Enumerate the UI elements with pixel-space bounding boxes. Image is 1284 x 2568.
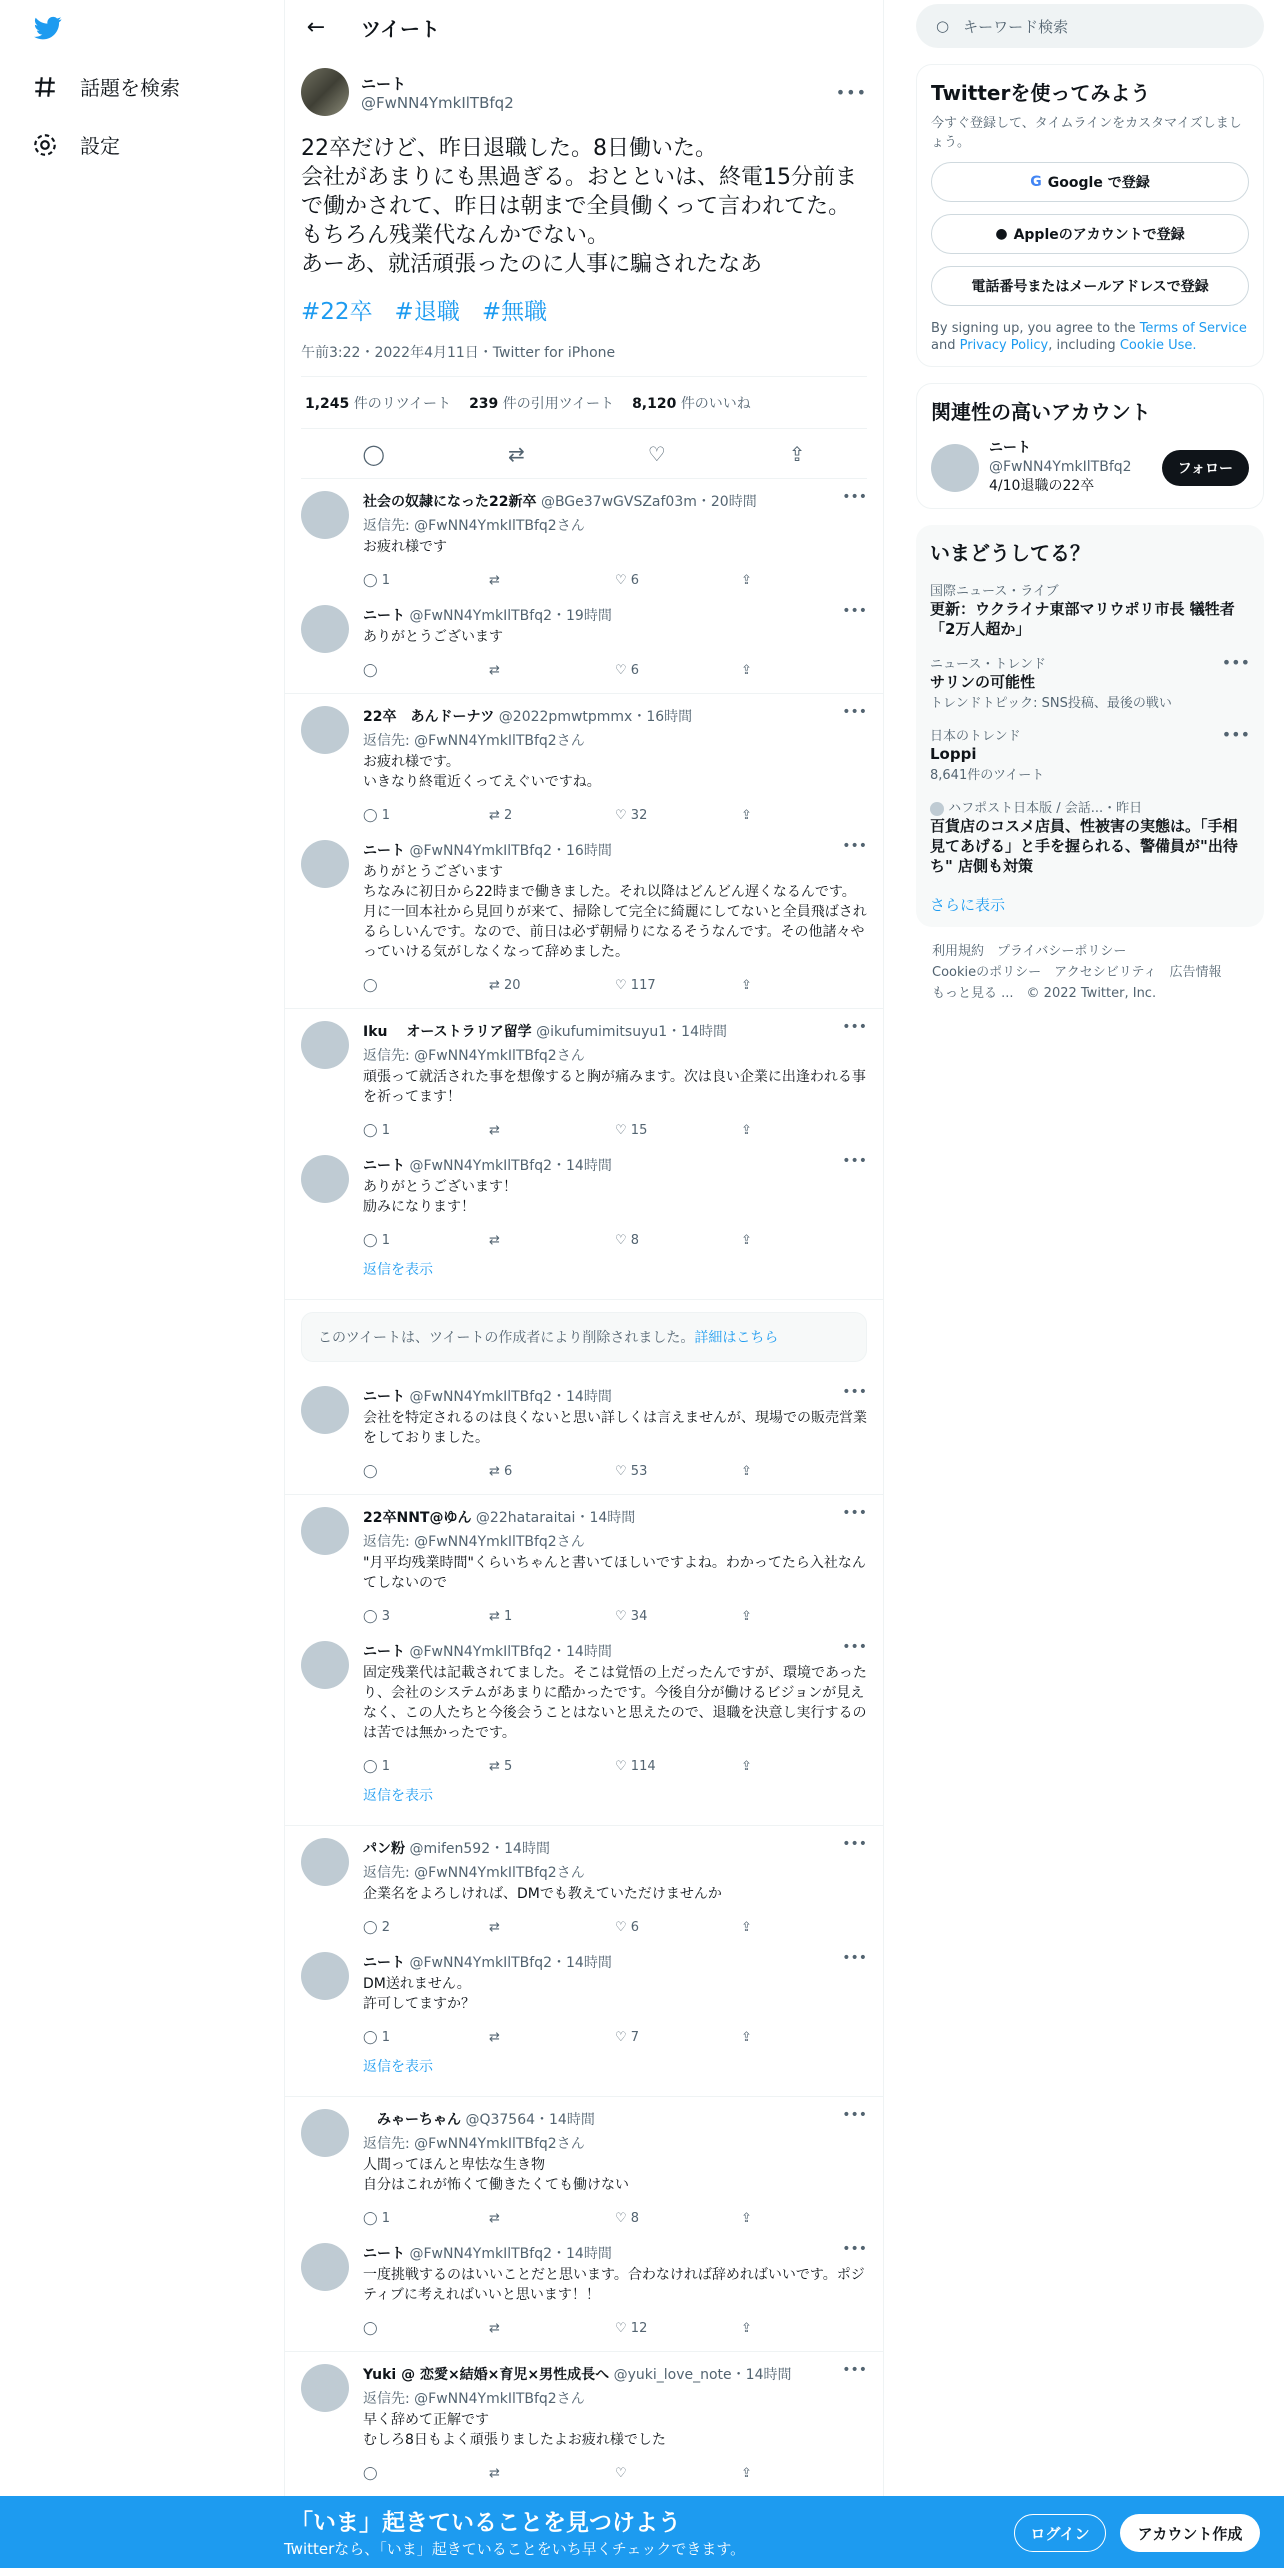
avatar[interactable] bbox=[301, 706, 349, 754]
tweet-stats bbox=[301, 377, 867, 429]
reply-tweet[interactable] bbox=[285, 479, 883, 593]
share-icon[interactable]: ⇪ bbox=[741, 1122, 752, 1138]
more-icon[interactable]: ••• bbox=[842, 1505, 867, 1521]
tweet-header bbox=[285, 0, 883, 54]
reply-actions bbox=[363, 1753, 867, 1779]
related-title: 関連性の高いアカウント bbox=[931, 400, 1151, 424]
share-icon[interactable]: ⇪ bbox=[741, 2210, 752, 2226]
related-name[interactable]: ニート bbox=[989, 440, 1031, 456]
reply-author-name[interactable]: ニート bbox=[363, 2246, 405, 2262]
like-icon[interactable]: ♡ 15 bbox=[615, 1122, 648, 1138]
more-icon[interactable]: ••• bbox=[842, 489, 867, 505]
retweet-icon[interactable]: ⇄ bbox=[489, 2320, 500, 2336]
reply-tweet[interactable] bbox=[285, 2231, 883, 2341]
reply-time[interactable]: ・14時間 bbox=[552, 2246, 612, 2262]
reply-tweet[interactable] bbox=[285, 828, 883, 998]
reply-thread bbox=[285, 2352, 883, 2497]
reply-actions bbox=[363, 2024, 867, 2050]
reply-time[interactable]: ・19時間 bbox=[552, 608, 612, 624]
reply-tweet[interactable] bbox=[285, 593, 883, 683]
reply-author-handle[interactable]: @FwNN4YmkIlTBfq2 bbox=[409, 608, 553, 624]
avatar[interactable] bbox=[931, 444, 979, 492]
reply-actions bbox=[363, 1117, 867, 1143]
reply-author-handle[interactable]: @FwNN4YmkIlTBfq2 bbox=[409, 843, 553, 859]
share-icon[interactable]: ⇪ bbox=[741, 1608, 752, 1624]
reply-author-name[interactable]: ニート bbox=[363, 1389, 405, 1405]
signup-sub: 今すぐ登録して、タイムラインをカスタマイズしましょう。 bbox=[931, 116, 1242, 150]
retweet-icon[interactable]: ⇄ bbox=[489, 1232, 500, 1248]
avatar[interactable] bbox=[301, 1155, 349, 1203]
like-count[interactable]: 8,120 件のいいね bbox=[632, 395, 751, 412]
reply-icon[interactable]: ◯ 1 bbox=[363, 1122, 390, 1138]
retweet-icon[interactable]: ⇄ 6 bbox=[489, 1463, 513, 1479]
gear-icon bbox=[32, 132, 58, 158]
nav-settings-label: 設定 bbox=[80, 134, 120, 158]
more-icon[interactable]: ••• bbox=[842, 1153, 867, 1169]
footer-link[interactable]: もっと見る ... bbox=[932, 986, 1014, 1001]
reply-to: 返信先: @FwNN4YmkIlTBfq2さん bbox=[363, 1534, 585, 1550]
retweet-icon[interactable]: ⇄ bbox=[489, 1919, 500, 1935]
page-title: ツイート bbox=[361, 16, 440, 41]
deleted-notice: このツイートは、ツイートの作成者により削除されました。詳細はこちら bbox=[301, 1312, 867, 1362]
more-icon[interactable]: ••• bbox=[842, 603, 867, 619]
tweet-column bbox=[284, 0, 884, 2568]
reply-text: お疲れ様です。 いきなり終電近くってえぐいですね。 bbox=[363, 754, 601, 790]
share-icon[interactable]: ⇪ bbox=[741, 977, 752, 993]
reply-thread bbox=[285, 1009, 883, 1300]
reply-author-handle[interactable]: @FwNN4YmkIlTBfq2 bbox=[409, 1389, 553, 1405]
reply-tweet[interactable] bbox=[285, 1495, 883, 1629]
like-icon[interactable]: ♡ 114 bbox=[615, 1758, 656, 1774]
avatar[interactable] bbox=[301, 1021, 349, 1069]
more-icon[interactable]: ••• bbox=[842, 1019, 867, 1035]
reply-icon[interactable]: ◯ bbox=[363, 977, 378, 993]
share-icon[interactable]: ⇪ bbox=[741, 1919, 752, 1935]
apple-signup-button[interactable]: ● Appleのアカウントで登録 bbox=[931, 214, 1249, 254]
reply-time[interactable]: ・14時間 bbox=[490, 1841, 550, 1857]
more-icon[interactable]: ••• bbox=[842, 2107, 867, 2123]
show-replies-link[interactable]: 返信を表示 bbox=[363, 2059, 433, 2075]
reply-actions bbox=[363, 2460, 867, 2486]
share-icon[interactable]: ⇪ bbox=[741, 1232, 752, 1248]
follow-button[interactable]: フォロー bbox=[1162, 450, 1249, 486]
main-tweet bbox=[285, 64, 883, 479]
login-button[interactable]: ログイン bbox=[1014, 2514, 1106, 2552]
reply-time[interactable]: ・14時間 bbox=[552, 1158, 612, 1174]
details-link[interactable]: 詳細はこちら bbox=[694, 1330, 779, 1346]
banner-headline: 「いま」起きていることを見つけよう bbox=[290, 2510, 681, 2536]
footer-link[interactable]: プライバシーポリシー bbox=[997, 944, 1127, 959]
reply-time[interactable]: ・16時間 bbox=[632, 709, 693, 725]
reply-icon[interactable]: ◯ bbox=[363, 2465, 378, 2481]
reply-text: 人間ってほんと卑怯な生き物 自分はこれが怖くて働きたくても働けない bbox=[363, 2157, 629, 2193]
more-icon[interactable]: ••• bbox=[842, 2362, 867, 2378]
privacy-link[interactable]: Privacy Policy bbox=[959, 338, 1049, 353]
like-icon[interactable]: ♡ 53 bbox=[615, 1463, 648, 1479]
reply-thread bbox=[285, 1495, 883, 1826]
like-icon[interactable]: ♡ 12 bbox=[615, 2320, 648, 2336]
reply-text: ありがとうございます bbox=[363, 629, 503, 645]
reply-icon[interactable]: ◯ bbox=[362, 441, 385, 466]
avatar[interactable] bbox=[301, 491, 349, 539]
cookie-link[interactable]: Cookie Use. bbox=[1119, 338, 1197, 353]
more-icon[interactable]: ••• bbox=[842, 2241, 867, 2257]
avatar[interactable] bbox=[301, 2109, 349, 2157]
twitter-logo-icon[interactable] bbox=[32, 14, 64, 42]
like-icon[interactable]: ♡ 34 bbox=[615, 1608, 648, 1624]
reply-tweet[interactable] bbox=[285, 1940, 883, 2050]
reply-time[interactable]: ・14時間 bbox=[552, 1644, 612, 1660]
avatar[interactable] bbox=[301, 1507, 349, 1555]
nav-settings[interactable] bbox=[32, 130, 120, 159]
search-icon: ○ bbox=[936, 17, 950, 35]
back-arrow-icon[interactable]: ← bbox=[306, 14, 326, 40]
reply-tweet[interactable] bbox=[285, 1629, 883, 1779]
share-icon[interactable]: ⇪ bbox=[741, 572, 752, 588]
share-icon[interactable]: ⇪ bbox=[741, 2320, 752, 2336]
reply-list bbox=[285, 479, 883, 2497]
retweet-icon[interactable]: ⇄ 1 bbox=[489, 1608, 513, 1624]
reply-text: 会社を特定されるのは良くないと思い詳しくは言えませんが、現場での販売営業をしておりました。 bbox=[363, 1410, 867, 1446]
reply-time[interactable]: ・14時間 bbox=[575, 1510, 636, 1526]
nav-explore-label: 話題を検索 bbox=[80, 76, 180, 100]
reply-tweet[interactable] bbox=[285, 1826, 883, 1940]
show-replies-link[interactable]: 返信を表示 bbox=[363, 1788, 433, 1804]
left-nav bbox=[0, 0, 284, 2568]
reply-actions bbox=[363, 2315, 867, 2341]
share-icon[interactable]: ⇪ bbox=[741, 2465, 752, 2481]
avatar[interactable] bbox=[301, 605, 349, 653]
like-icon[interactable]: ♡ 6 bbox=[615, 572, 640, 588]
avatar[interactable] bbox=[301, 1641, 349, 1689]
avatar[interactable] bbox=[301, 68, 349, 116]
terms-text: By signing up, you agree to the Terms of Service and Privacy Policy, including Cookie Use. bbox=[931, 321, 1247, 353]
footer-link[interactable]: 利用規約 bbox=[932, 944, 985, 959]
reply-text: お疲れ様です bbox=[363, 539, 447, 555]
reply-author-handle[interactable]: @mifen592 bbox=[409, 1841, 491, 1857]
more-icon[interactable]: ••• bbox=[842, 838, 867, 854]
reply-author-handle[interactable]: @2022pmwtpmmx bbox=[498, 709, 633, 725]
reply-tweet[interactable] bbox=[285, 2097, 883, 2231]
reply-icon[interactable]: ◯ bbox=[363, 662, 378, 678]
terms-link[interactable]: Terms of Service bbox=[1139, 321, 1247, 336]
reply-thread bbox=[285, 1826, 883, 2097]
tweet-actions bbox=[301, 429, 867, 479]
retweet-count[interactable]: 1,245 件のリツイート bbox=[305, 395, 452, 412]
signup-button[interactable]: アカウント作成 bbox=[1120, 2514, 1260, 2552]
search-placeholder: キーワード検索 bbox=[963, 17, 1069, 36]
hashtag-icon bbox=[32, 74, 58, 100]
apple-icon: ● bbox=[995, 226, 1008, 242]
trend-item[interactable]: 国際ニュース・ライブ 更新：ウクライナ東部マリウポリ市長 犠牲者「2万人超か」 bbox=[930, 584, 1235, 638]
retweet-icon[interactable]: ⇄ bbox=[489, 2465, 500, 2481]
like-icon[interactable]: ♡ bbox=[647, 441, 666, 466]
reply-icon[interactable]: ◯ 1 bbox=[363, 1758, 390, 1774]
phone-signup-button[interactable]: 電話番号またはメールアドレスで登録 bbox=[931, 266, 1249, 306]
footer-link[interactable]: アクセシビリティ bbox=[1054, 965, 1157, 980]
like-icon[interactable]: ♡ bbox=[615, 2465, 627, 2481]
share-icon[interactable]: ⇪ bbox=[741, 662, 752, 678]
reply-to: 返信先: @FwNN4YmkIlTBfq2さん bbox=[363, 1048, 585, 1064]
share-icon[interactable]: ⇪ bbox=[788, 441, 806, 466]
reply-author-name[interactable]: 22卒 あんドーナツ bbox=[363, 709, 495, 725]
reply-time[interactable]: ・20時間 bbox=[696, 494, 757, 510]
reply-text: DM送れません。 許可してますか？ bbox=[363, 1976, 475, 2012]
more-icon[interactable]: ••• bbox=[842, 1384, 867, 1400]
like-icon[interactable]: ♡ 8 bbox=[615, 2210, 640, 2226]
reply-text: 固定残業代は記載されてました。そこは覚悟の上だったんですが、環境であったり、会社のシステムがあまりに酷かったです。今後自分が働けるビジョンが見えなく、この人たちと今後会うことはないと思えたので、退職を決意し実行するのは苦では無かったです。 bbox=[363, 1665, 867, 1741]
show-replies-link[interactable]: 返信を表示 bbox=[363, 1262, 433, 1278]
reply-time[interactable]: ・16時間 bbox=[552, 843, 612, 859]
reply-actions bbox=[363, 2205, 867, 2231]
reply-author-name[interactable]: 社会の奴隷になった22新卒 bbox=[363, 494, 537, 510]
like-icon[interactable]: ♡ 117 bbox=[615, 977, 656, 993]
like-icon[interactable]: ♡ 7 bbox=[615, 2029, 640, 2045]
share-icon[interactable]: ⇪ bbox=[741, 1463, 752, 1479]
reply-author-name[interactable]: ニート bbox=[363, 1158, 405, 1174]
retweet-icon[interactable]: ⇄ bbox=[489, 1122, 500, 1138]
reply-author-handle[interactable]: @FwNN4YmkIlTBfq2 bbox=[409, 1158, 553, 1174]
retweet-icon[interactable]: ⇄ bbox=[489, 2029, 500, 2045]
reply-tweet[interactable] bbox=[285, 1143, 883, 1253]
tweet-text: 22卒だけど、昨日退職した。8日働いた。 会社があまりにも黒過ぎる。おとといは、終電15分前まで働かされて、昨日は朝まで全員働くって言われてた。 もちろん残業代なんかでない。 あーあ、就活頑張ったのに人事に騙されたなあ bbox=[301, 136, 857, 277]
reply-tweet[interactable] bbox=[285, 2352, 883, 2486]
reply-author-name[interactable]: ニート bbox=[363, 1644, 405, 1660]
reply-tweet[interactable] bbox=[285, 1374, 883, 1484]
trends-title: いまどうしてる？ bbox=[930, 541, 1090, 565]
more-icon[interactable]: ••• bbox=[842, 1639, 867, 1655]
share-icon[interactable]: ⇪ bbox=[741, 2029, 752, 2045]
more-icon[interactable]: ••• bbox=[1221, 653, 1250, 672]
reply-to: 返信先: @FwNN4YmkIlTBfq2さん bbox=[363, 2136, 585, 2152]
publisher-avatar bbox=[930, 802, 944, 816]
reply-to: 返信先: @FwNN4YmkIlTBfq2さん bbox=[363, 518, 585, 534]
search-input[interactable] bbox=[916, 4, 1264, 48]
reply-icon[interactable]: ◯ bbox=[363, 1463, 378, 1479]
reply-actions bbox=[363, 802, 867, 828]
author-name[interactable]: ニート bbox=[361, 74, 407, 93]
reply-text: ありがとうございます！ 励みになります！ bbox=[363, 1179, 517, 1215]
reply-author-name[interactable]: みゃーちゃん bbox=[363, 2112, 461, 2128]
retweet-icon[interactable]: ⇄ bbox=[489, 662, 500, 678]
more-icon[interactable]: ••• bbox=[1221, 725, 1250, 744]
reply-author-handle[interactable]: @yuki_love_note bbox=[613, 2367, 732, 2383]
reply-icon[interactable]: ◯ 1 bbox=[363, 807, 390, 823]
reply-to: 返信先: @FwNN4YmkIlTBfq2さん bbox=[363, 2391, 585, 2407]
reply-author-handle[interactable]: @FwNN4YmkIlTBfq2 bbox=[409, 1644, 553, 1660]
reply-to: 返信先: @FwNN4YmkIlTBfq2さん bbox=[363, 733, 585, 749]
hashtag-link[interactable]: #22卒 bbox=[301, 299, 373, 325]
reply-text: ありがとうございます ちなみに初日から22時まで働きました。それ以降はどんどん遅くなるんです。 月に一回本社から見回りが来て、掃除して完全に綺麗にしてないと全員飛ばされるらしいんです。なので、前日は必ず朝帰りになるそうなんです。その他諸々やっていける気がしなくなって辞めました。 bbox=[363, 864, 867, 960]
reply-thread bbox=[285, 1312, 883, 1495]
reply-icon[interactable]: ◯ 1 bbox=[363, 2210, 390, 2226]
reply-time[interactable]: ・14時間 bbox=[552, 1955, 612, 1971]
banner-sub: Twitterなら、「いま」起きていることをいち早くチェックできます。 bbox=[284, 2540, 746, 2558]
reply-time[interactable]: ・14時間 bbox=[552, 1389, 612, 1405]
reply-author-name[interactable]: Iku オーストラリア留学 bbox=[363, 1024, 532, 1040]
reply-time[interactable]: ・14時間 bbox=[731, 2367, 792, 2383]
reply-author-handle[interactable]: @FwNN4YmkIlTBfq2 bbox=[409, 2246, 553, 2262]
reply-time[interactable]: ・14時間 bbox=[667, 1024, 727, 1040]
footer-link[interactable]: Cookieのポリシー bbox=[932, 965, 1042, 980]
reply-icon[interactable]: ◯ 1 bbox=[363, 1232, 390, 1248]
share-icon[interactable]: ⇪ bbox=[741, 807, 752, 823]
trend-item[interactable]: 日本のトレンド Loppi 8,641件のツイート ••• bbox=[930, 725, 1250, 783]
related-bio: 4/10退職の22卒 bbox=[989, 478, 1095, 494]
reply-tweet[interactable] bbox=[285, 1009, 883, 1143]
avatar[interactable] bbox=[301, 2364, 349, 2412]
reply-text: 企業名をよろしければ、DMでも教えていただけませんか bbox=[363, 1886, 722, 1902]
hashtag-link[interactable]: #退職 bbox=[394, 299, 460, 325]
retweet-icon[interactable]: ⇄ 5 bbox=[489, 1758, 513, 1774]
reply-author-handle[interactable]: @BGe37wGVSZaf03m bbox=[540, 494, 697, 510]
reply-author-handle[interactable]: @22hataraitai bbox=[475, 1510, 576, 1526]
reply-icon[interactable]: ◯ 1 bbox=[363, 2029, 390, 2045]
reply-author-handle[interactable]: @FwNN4YmkIlTBfq2 bbox=[409, 1955, 553, 1971]
reply-author-name[interactable]: ニート bbox=[363, 1955, 405, 1971]
tweet-meta[interactable]: 午前3:22・2022年4月11日・Twitter for iPhone bbox=[301, 342, 867, 377]
reply-thread bbox=[285, 479, 883, 694]
reply-author-handle[interactable]: @ikufumimitsuyu1 bbox=[536, 1024, 668, 1040]
reply-time[interactable]: ・14時間 bbox=[535, 2112, 595, 2128]
reply-author-name[interactable]: パン粉 bbox=[363, 1841, 405, 1857]
reply-text: 一度挑戦するのはいいことだと思います。合わなければ辞めればいいです。ポジティブに考えればいいと思います！！ bbox=[363, 2267, 865, 2303]
reply-author-name[interactable]: ニート bbox=[363, 843, 405, 859]
reply-thread bbox=[285, 2097, 883, 2352]
retweet-icon[interactable]: ⇄ bbox=[489, 2210, 500, 2226]
reply-icon[interactable]: ◯ 1 bbox=[363, 572, 390, 588]
signup-banner bbox=[0, 2496, 1284, 2568]
avatar[interactable] bbox=[301, 1386, 349, 1434]
related-accounts-card bbox=[916, 383, 1264, 509]
avatar[interactable] bbox=[301, 840, 349, 888]
retweet-icon[interactable]: ⇄ 2 bbox=[489, 807, 513, 823]
reply-icon[interactable]: ◯ 3 bbox=[363, 1608, 390, 1624]
like-icon[interactable]: ♡ 6 bbox=[615, 1919, 640, 1935]
google-signup-button[interactable]: G Google で登録 bbox=[931, 162, 1249, 202]
author-handle[interactable]: @FwNN4YmkIlTBfq2 bbox=[361, 93, 514, 112]
more-icon[interactable]: ••• bbox=[842, 1836, 867, 1852]
retweet-icon[interactable]: ⇄ 20 bbox=[489, 977, 521, 993]
signup-card bbox=[916, 64, 1264, 367]
more-icon[interactable]: ••• bbox=[842, 704, 867, 720]
reply-text: 早く辞めて正解です むしろ8日もよく頑張りましたよお疲れ様でした bbox=[363, 2412, 666, 2448]
reply-icon[interactable]: ◯ bbox=[363, 2320, 378, 2336]
reply-actions bbox=[363, 972, 867, 998]
more-icon[interactable]: ••• bbox=[842, 1950, 867, 1966]
avatar[interactable] bbox=[301, 2243, 349, 2291]
retweet-icon[interactable]: ⇄ bbox=[507, 441, 525, 466]
signup-title: Twitterを使ってみよう bbox=[931, 81, 1151, 105]
reply-actions bbox=[363, 567, 867, 593]
trend-item[interactable]: ハフポスト日本版 / 会話...・昨日 百貨店のコスメ店員、性被害の実態は。「手相見てあげる」と手を握られる、警備員が"出待ち" 店側も対策 bbox=[930, 801, 1238, 875]
avatar[interactable] bbox=[301, 1952, 349, 2000]
show-more-link[interactable]: さらに表示 bbox=[930, 896, 1006, 914]
right-sidebar bbox=[916, 0, 1264, 1004]
reply-actions bbox=[363, 1227, 867, 1253]
hashtag-link[interactable]: #無職 bbox=[481, 299, 548, 325]
like-icon[interactable]: ♡ 32 bbox=[615, 807, 648, 823]
reply-icon[interactable]: ◯ 2 bbox=[363, 1919, 390, 1935]
reply-author-name[interactable]: 22卒NNT@ゆん bbox=[363, 1510, 472, 1526]
reply-actions bbox=[363, 1914, 867, 1940]
trend-item[interactable]: ニュース・トレンド サリンの可能性 トレンドトピック: SNS投稿、最後の戦い ••• bbox=[930, 653, 1250, 711]
reply-author-name[interactable]: ニート bbox=[363, 608, 405, 624]
trends-card bbox=[916, 525, 1264, 927]
quote-count[interactable]: 239 件の引用ツイート bbox=[469, 395, 615, 412]
retweet-icon[interactable]: ⇄ bbox=[489, 572, 500, 588]
footer-links bbox=[916, 941, 1264, 1004]
reply-actions bbox=[363, 657, 867, 683]
reply-actions bbox=[363, 1603, 867, 1629]
reply-author-handle[interactable]: @Q37564 bbox=[465, 2112, 536, 2128]
reply-thread bbox=[285, 694, 883, 1009]
reply-actions bbox=[363, 1458, 867, 1484]
share-icon[interactable]: ⇪ bbox=[741, 1758, 752, 1774]
like-icon[interactable]: ♡ 8 bbox=[615, 1232, 640, 1248]
reply-tweet[interactable] bbox=[285, 694, 883, 828]
google-icon: G bbox=[1030, 174, 1042, 190]
copyright: © 2022 Twitter, Inc. bbox=[1026, 986, 1157, 1001]
nav-explore[interactable] bbox=[32, 72, 180, 101]
more-icon[interactable]: ••• bbox=[835, 82, 867, 102]
avatar[interactable] bbox=[301, 1838, 349, 1886]
reply-to: 返信先: @FwNN4YmkIlTBfq2さん bbox=[363, 1865, 585, 1881]
related-handle[interactable]: @FwNN4YmkIlTBfq2 bbox=[989, 459, 1132, 475]
like-icon[interactable]: ♡ 6 bbox=[615, 662, 640, 678]
footer-link[interactable]: 広告情報 bbox=[1169, 965, 1222, 980]
reply-text: 頑張って就活された事を想像すると胸が痛みます。次は良い企業に出逢われる事を祈ってます！ bbox=[363, 1069, 866, 1105]
reply-author-name[interactable]: Yuki @ 恋愛×結婚×育児×男性成長へ bbox=[363, 2367, 610, 2383]
reply-text: "月平均残業時間"くらいちゃんと書いてほしいですよね。わかってたら入社なんてしないので bbox=[363, 1555, 866, 1591]
